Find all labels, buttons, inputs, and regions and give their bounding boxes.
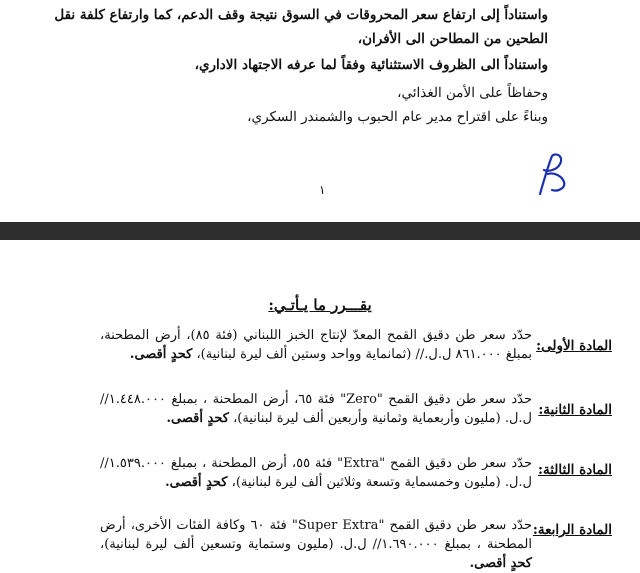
preamble-line-2: الطحين من المطاحن الى الأفران، (357, 31, 548, 47)
article-2-label: المادة الثانية: (538, 402, 612, 418)
article-3-label: المادة الثالثة: (537, 462, 612, 478)
article-1-label: المادة الأولى: (536, 338, 612, 354)
preamble-line-1: واستناداً إلى ارتفاع سعر المحروقات في السوق نتيجة وقف الدعم، كما وارتفاع كلفة نقل (54, 7, 548, 23)
page-number: ١ (319, 183, 326, 197)
preamble-line-3: واستناداً الى الظروف الاستثنائية وفقاً لما عرفه الاجتهاد الاداري، (194, 57, 548, 73)
article-2-emphasis: كحدٍ أقصى. (166, 411, 229, 426)
article-2-text (100, 390, 532, 428)
article-3-emphasis: كحدٍ أقصى. (165, 475, 228, 490)
article-1-body: حدّد سعر طن دقيق القمح المعدّ لإنتاج الخبز اللبناني (فئة ٨٥)، أرض المطحنة، بمبلغ ٨٦١.٠٠٠ ل.ل.// (ثمانماية وواحد وستين ألف ليرة لبنانية)، (100, 328, 532, 362)
signature-icon (530, 150, 576, 200)
article-4-label: المادة الرابعة: (532, 522, 612, 538)
document-page-1 (0, 0, 640, 222)
article-4-body: حدّد سعر طن دقيق القمح "Super Extra" فئة ٦٠ وكافة الفئات الأخرى، أرض المطحنة ، بمبلغ ١.٦٩٠.٠٠٠// ل.ل. (مليون وستماية وتسعين ألف ليرة لبنانية)، (100, 518, 533, 552)
preamble-line-4: وحفاظاً على الأمن الغذائي، (397, 85, 548, 101)
article-4-emphasis: كحدٍ أقصى. (469, 556, 532, 571)
article-3-body: حدّد سعر طن دقيق القمح "Extra" فئة ٥٥، أرض المطحنة ، بمبلغ ١.٥٣٩.٠٠٠// ل.ل. (مليون وخمسماية وتسعة وثلاثين ألف ليرة لبنانية)، (100, 456, 532, 490)
article-1-text (100, 326, 532, 364)
article-1-emphasis: كحدٍ أقصى. (129, 347, 193, 362)
article-2-body: حدّد سعر طن دقيق القمح "Zero" فئة ٦٥، أرض المطحنة ، بمبلغ ١.٤٤٨.٠٠٠// ل.ل. (مليون وأربعماية وثمانية وأربعين ألف ليرة لبنانية)، (100, 392, 532, 426)
article-3-text (100, 454, 532, 492)
article-4-text (100, 516, 532, 573)
preamble-line-5: وبناءً على اقتراح مدير عام الحبوب والشمندر السكري، (247, 109, 548, 125)
page-separator (0, 222, 640, 240)
decision-title: يقـــرر ما يـأتـي: (268, 296, 372, 314)
document-page-2 (0, 240, 640, 571)
